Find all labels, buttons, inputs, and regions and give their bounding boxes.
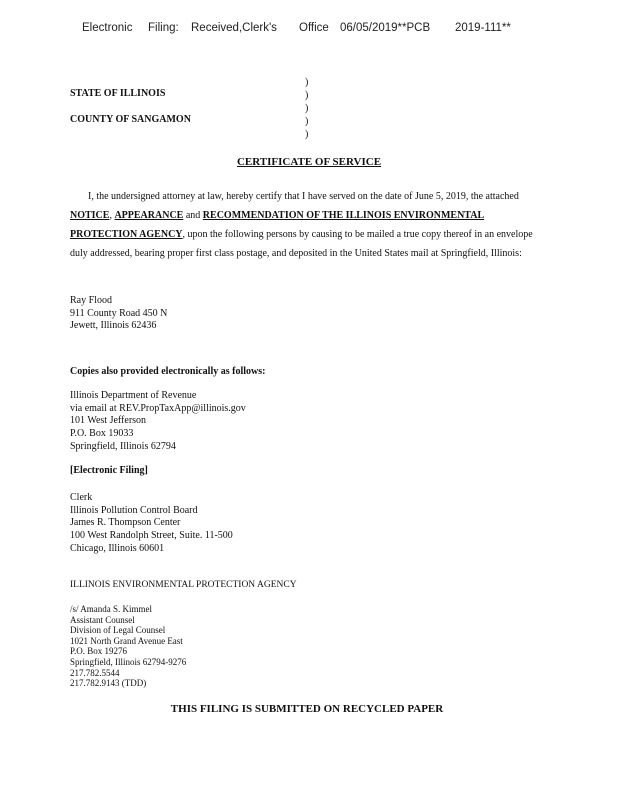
address-line: Illinois Department of Revenue	[70, 390, 197, 401]
signature-line: Springfield, Illinois 62794-9276	[70, 656, 187, 667]
address-line: Springfield, Illinois 62794	[70, 440, 176, 452]
address-line: Ray Flood	[70, 295, 112, 306]
signature-block	[70, 604, 186, 689]
caption-paren: )	[305, 103, 309, 114]
recipient-address	[70, 390, 246, 454]
electronic-filing-label: [Electronic Filing]	[70, 465, 148, 476]
header-case-number: 2019-111**	[455, 22, 511, 34]
address-line: James R. Thompson Center	[70, 517, 181, 529]
header-date: 06/05/2019**PCB	[340, 22, 431, 34]
body-text-rest: , upon the following persons by causing to be mailed a true copy thereof in an envelope duly addressed, bearing proper first class postage, and deposited in the United States mail at Springfield, Illinois:	[70, 229, 533, 259]
notice-document: NOTICE	[70, 210, 110, 221]
caption-paren: )	[305, 90, 309, 101]
header-electronic: Electronic	[82, 22, 133, 34]
signature-line: 217.782.5544	[70, 667, 120, 678]
recipient-address	[70, 492, 233, 556]
address-line: Chicago, Illinois 60601	[70, 542, 165, 554]
agency-name: ILLINOIS ENVIRONMENTAL PROTECTION AGENCY	[70, 580, 297, 590]
caption-paren: )	[305, 116, 309, 127]
caption-paren: )	[305, 77, 309, 88]
appearance-document: APPEARANCE	[114, 210, 184, 221]
page-title: CERTIFICATE OF SERVICE	[236, 156, 382, 168]
caption-county: COUNTY OF SANGAMON	[70, 114, 191, 125]
address-line: via email at REV.PropTaxApp@illinois.gov	[70, 402, 246, 414]
header-office: Office	[299, 22, 329, 34]
body-text-intro: I, the undersigned attorney at law, hereby certify that I have served on the date of June 5, 2019, the attached	[88, 191, 519, 202]
signature-line: 217.782.9143 (TDD)	[70, 678, 147, 689]
copies-heading: Copies also provided electronically as follows:	[70, 366, 266, 377]
address-line: 911 County Road 450 N	[70, 307, 168, 319]
address-line: 100 West Randolph Street, Suite. 11-500	[70, 530, 233, 542]
address-line: P.O. Box 19033	[70, 428, 134, 440]
address-line: Jewett, Illinois 62436	[70, 320, 157, 332]
header-filing: Filing:	[148, 22, 179, 34]
header-received: Received,Clerk's	[191, 22, 277, 34]
caption-paren: )	[305, 129, 309, 140]
address-line: Illinois Pollution Control Board	[70, 504, 198, 516]
recommendation-document: RECOMMENDATION OF THE ILLINOIS ENVIRONMENTAL PROTECTION AGENCY	[70, 210, 485, 240]
signature-line: 1021 North Grand Avenue East	[70, 635, 183, 646]
body-comma: ,	[109, 210, 112, 221]
recipient-address	[70, 295, 167, 333]
address-line: Clerk	[70, 492, 93, 503]
address-line: 101 West Jefferson	[70, 415, 147, 427]
signature-line: P.O. Box 19276	[70, 646, 128, 657]
signature-line: Division of Legal Counsel	[70, 625, 166, 636]
signature-line: Assistant Counsel	[70, 614, 135, 625]
recycled-paper-footer: THIS FILING IS SUBMITTED ON RECYCLED PAPER	[170, 703, 444, 715]
certificate-body	[70, 187, 548, 263]
body-and: and	[185, 210, 201, 221]
caption-state: STATE OF ILLINOIS	[70, 88, 166, 99]
signature-line: /s/ Amanda S. Kimmel	[70, 604, 152, 614]
